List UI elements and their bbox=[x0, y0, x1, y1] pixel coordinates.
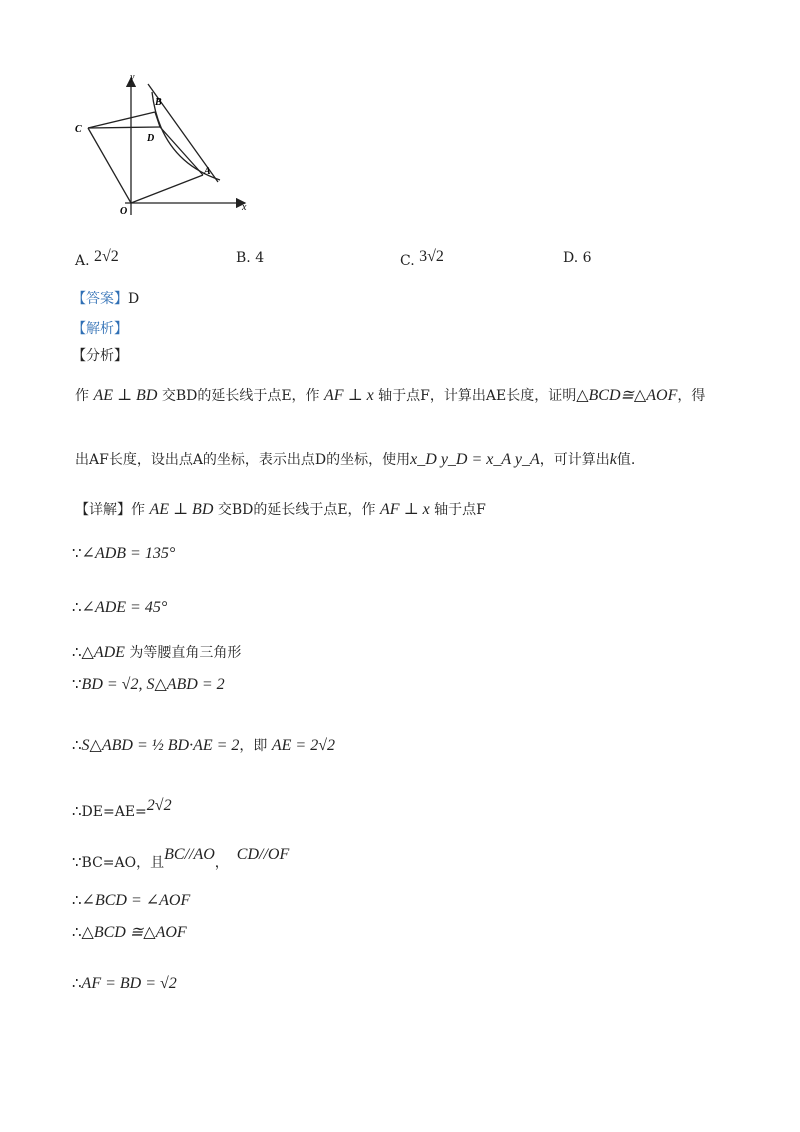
therefore-symbol: ∴ bbox=[72, 974, 82, 992]
math-expr: BD = √2, S△ABD = 2 bbox=[81, 676, 225, 693]
math-expr: △BCD≅△AOF bbox=[576, 387, 678, 404]
fenxi-tag: 【分析】 bbox=[72, 348, 128, 364]
label-b: B bbox=[155, 97, 162, 108]
math-expr: 2√2 bbox=[146, 797, 172, 814]
choice-d-letter: D. bbox=[563, 250, 579, 266]
text: 轴于点F，计算出AE长度，证明 bbox=[373, 388, 577, 404]
because-symbol: ∵ bbox=[72, 853, 82, 871]
choice-c-value: 3√2 bbox=[419, 248, 444, 265]
text: DE=AE= bbox=[81, 804, 147, 820]
analysis-tag: 【解析】 bbox=[72, 321, 128, 337]
choice-d[interactable] bbox=[563, 250, 592, 266]
math-expr: ∠ADE = 45° bbox=[81, 599, 168, 616]
therefore-symbol: ∴ bbox=[72, 643, 82, 661]
text: ，可计算出 bbox=[539, 452, 610, 468]
step-7 bbox=[72, 845, 289, 873]
step-5 bbox=[72, 735, 335, 756]
step-1 bbox=[72, 543, 175, 564]
math-expr: AF ⊥ x bbox=[324, 387, 374, 404]
segment-co bbox=[88, 128, 131, 203]
math-expr: S△ABD = ½ BD·AE = 2 bbox=[81, 737, 240, 754]
step-8 bbox=[72, 890, 190, 911]
step-4 bbox=[72, 674, 225, 695]
math-expr: ∠ADB = 135° bbox=[81, 545, 176, 562]
choice-a-letter: A. bbox=[75, 253, 90, 269]
label-y: y bbox=[130, 72, 135, 83]
fenxi-line-1 bbox=[75, 386, 705, 406]
text: ，得 bbox=[677, 388, 706, 404]
label-x: x bbox=[242, 202, 247, 213]
choice-c-letter: C. bbox=[400, 253, 415, 269]
therefore-symbol: ∴ bbox=[72, 598, 82, 616]
choice-c[interactable] bbox=[400, 248, 444, 269]
choice-a-value: 2√2 bbox=[94, 248, 119, 265]
label-d: D bbox=[147, 133, 155, 144]
choice-b-letter: B. bbox=[236, 250, 251, 266]
math-expr: △BCD ≅△AOF bbox=[81, 924, 187, 941]
step-3 bbox=[72, 642, 241, 663]
fenxi-line-2 bbox=[75, 450, 635, 470]
label-c: C bbox=[75, 124, 82, 135]
therefore-symbol: ∴ bbox=[72, 802, 82, 820]
text: 为等腰直角三角形 bbox=[124, 645, 242, 661]
choice-b-value: 4 bbox=[255, 250, 265, 266]
math-expr: k bbox=[609, 451, 617, 468]
math-expr: CD//OF bbox=[236, 846, 290, 863]
step-2 bbox=[72, 597, 167, 618]
text: 交BD的延长线于点E，作 bbox=[213, 502, 381, 518]
segment-oa bbox=[131, 175, 203, 203]
math-expr: △ADE bbox=[81, 644, 125, 661]
choice-a[interactable] bbox=[75, 248, 119, 269]
math-expr: AE ⊥ BD bbox=[93, 387, 158, 404]
math-expr: AF = BD = √2 bbox=[81, 975, 177, 992]
answer-value: D bbox=[128, 291, 140, 307]
choice-d-value: 6 bbox=[582, 250, 592, 266]
text: 作 bbox=[75, 388, 94, 404]
math-expr: AE ⊥ BD bbox=[149, 501, 214, 518]
math-expr: BC//AO bbox=[164, 846, 215, 863]
text: 轴于点F bbox=[429, 502, 486, 518]
text: 值. bbox=[616, 452, 636, 468]
geometry-figure bbox=[70, 70, 260, 220]
because-symbol: ∵ bbox=[72, 544, 82, 562]
label-a: A bbox=[204, 166, 211, 177]
segment-cd bbox=[88, 127, 160, 128]
therefore-symbol: ∴ bbox=[72, 736, 82, 754]
detail-line bbox=[75, 500, 486, 520]
segment-cb bbox=[88, 112, 155, 128]
label-o: O bbox=[120, 206, 128, 217]
text: ， bbox=[214, 855, 229, 871]
detail-tag: 【详解】 bbox=[75, 502, 131, 518]
because-symbol: ∵ bbox=[72, 675, 82, 693]
math-expr: ∠BCD = ∠AOF bbox=[81, 892, 191, 909]
therefore-symbol: ∴ bbox=[72, 891, 82, 909]
text: ，即 bbox=[239, 738, 272, 754]
choice-b[interactable] bbox=[236, 250, 264, 266]
answer-tag: 【答案】 bbox=[72, 291, 128, 307]
math-expr: AF ⊥ x bbox=[380, 501, 430, 518]
step-6 bbox=[72, 796, 172, 822]
text: 作 bbox=[131, 502, 150, 518]
answer-line bbox=[72, 289, 139, 309]
math-expr: x_D y_D = x_A y_A bbox=[410, 451, 540, 468]
text: BC=AO，且 bbox=[81, 855, 165, 871]
therefore-symbol: ∴ bbox=[72, 923, 82, 941]
text: 出AF长度，设出点A的坐标，表示出点D的坐标，使用 bbox=[75, 452, 411, 468]
step-10 bbox=[72, 973, 177, 994]
step-9 bbox=[72, 922, 187, 943]
text: 交BD的延长线于点E，作 bbox=[157, 388, 325, 404]
math-expr: AE = 2√2 bbox=[271, 737, 335, 754]
